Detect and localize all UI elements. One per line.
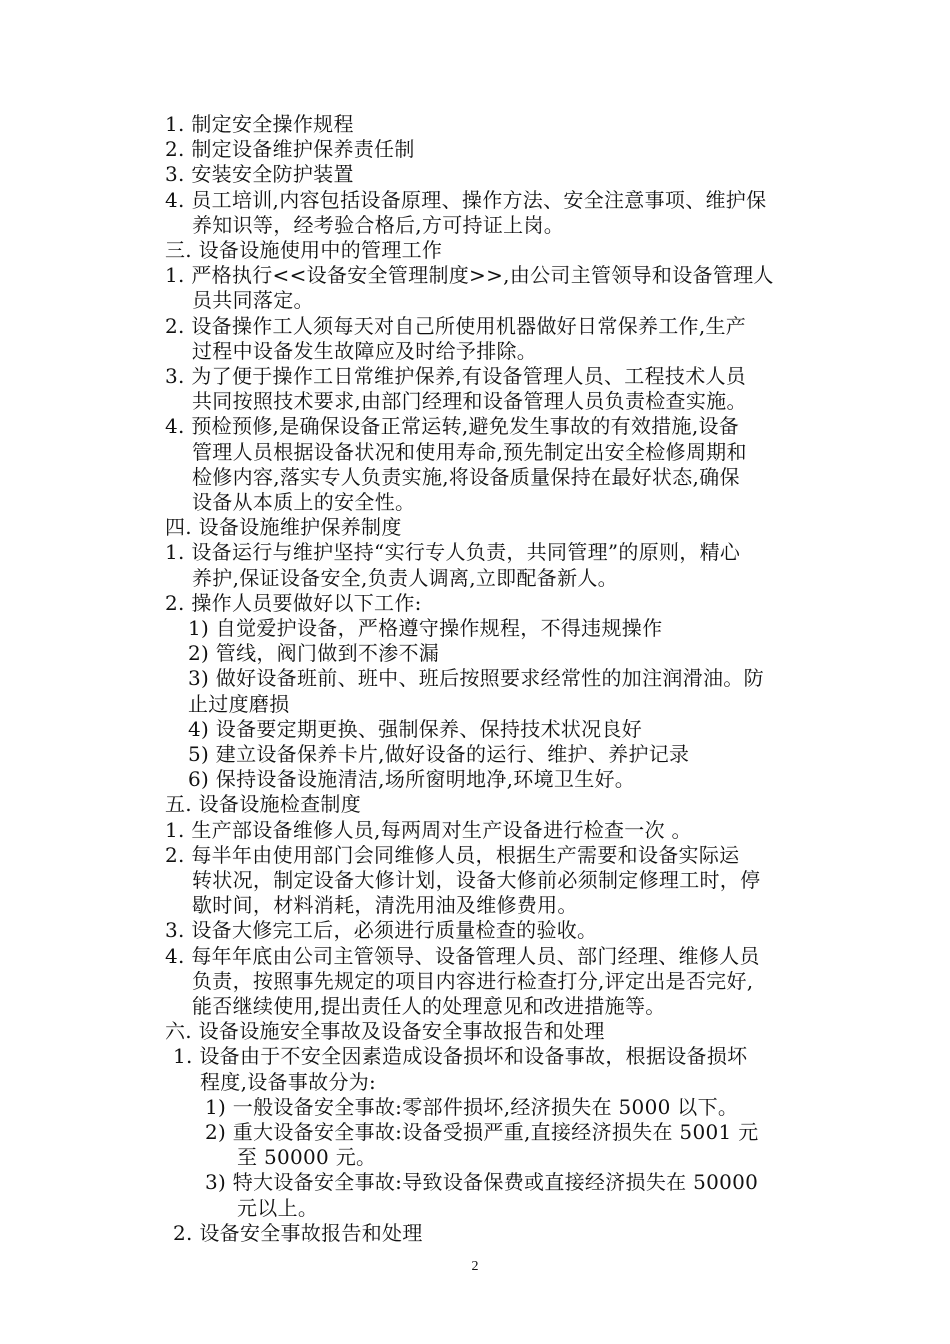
text-line: 2) 重大设备安全事故:设备受损严重,直接经济损失在 5001 元 [205, 1120, 759, 1144]
text-line: 检修内容,落实专人负责实施,将设备质量保持在最好状态,确保 [192, 464, 740, 489]
text-line: 2. 每半年由使用部门会同维修人员，根据生产需要和设备实际运 [165, 842, 740, 867]
text-line: 3. 为了便于操作工日常维护保养,有设备管理人员、工程技术人员 [165, 364, 747, 388]
text-line: 转状况，制定设备大修计划，设备大修前必须制定修理工时，停 [192, 868, 761, 892]
text-line: 2. 设备安全事故报告和处理 [173, 1220, 423, 1245]
text-line: 员共同落定。 [192, 288, 314, 313]
text-line: 2. 制定设备维护保养责任制 [165, 137, 415, 162]
page-number: 2 [471, 1259, 479, 1274]
text-line: 5) 建立设备保养卡片,做好设备的运行、维护、养护记录 [188, 742, 690, 766]
text-line: 3) 特大设备安全事故:导致设备保费或直接经济损失在 50000 [205, 1170, 759, 1195]
text-line: 1. 生产部设备维修人员,每两周对生产设备进行检查一次 。 [165, 817, 692, 842]
text-line: 1) 一般设备安全事故:零部件损坏,经济损失在 5000 以下。 [205, 1094, 739, 1119]
text-line: 设备从本质上的安全性。 [192, 490, 416, 514]
text-line: 3. 安装安全防护装置 [165, 162, 354, 187]
text-line: 能否继续使用,提出责任人的处理意见和改进措施等。 [192, 994, 666, 1018]
text-line: 4. 员工培训,内容包括设备原理、操作方法、安全注意事项、维护保 [165, 187, 767, 212]
text-line: 3. 设备大修完工后，必须进行质量检查的验收。 [165, 918, 598, 943]
text-line: 1. 制定安全操作规程 [165, 112, 354, 136]
text-line: 1. 严格执行<<设备安全管理制度>>,由公司主管领导和设备管理人 [165, 263, 774, 288]
text-line: 过程中设备发生故障应及时给予排除。 [192, 338, 538, 363]
text-line: 养护,保证设备安全,负责人调离,立即配备新人。 [192, 565, 618, 590]
section-heading: 六. 设备设施安全事故及设备安全事故报告和处理 [165, 1019, 605, 1044]
text-line: 1. 设备由于不安全因素造成设备损坏和设备事故，根据设备损坏 [173, 1044, 748, 1069]
text-line: 共同按照技术要求,由部门经理和设备管理人员负责检查实施。 [192, 389, 747, 414]
text-line: 2. 操作人员要做好以下工作: [165, 590, 422, 615]
text-line: 管理人员根据设备状况和使用寿命,预先制定出安全检修周期和 [192, 439, 747, 464]
text-line: 2) 管线，阀门做到不渗不漏 [188, 641, 440, 666]
text-line: 至 50000 元。 [237, 1145, 377, 1170]
text-line: 1. 设备运行与维护坚持“实行专人负责，共同管理”的原则，精心 [165, 540, 741, 565]
text-line: 止过度磨损 [188, 691, 290, 716]
text-line: 3) 做好设备班前、班中、班后按照要求经常性的加注润滑油。防 [188, 666, 764, 691]
text-line: 程度,设备事故分为: [200, 1069, 377, 1094]
text-line: 歇时间，材料消耗，清洗用油及维修费用。 [192, 893, 578, 918]
text-line: 养知识等，经考验合格后,方可持证上岗。 [192, 212, 565, 237]
text-line: 1) 自觉爱护设备，严格遵守操作规程，不得违规操作 [188, 616, 663, 640]
text-line: 元以上。 [237, 1195, 319, 1220]
text-line: 2. 设备操作工人须每天对自己所使用机器做好日常保养工作,生产 [165, 313, 747, 338]
text-line: 负责，按照事先规定的项目内容进行检查打分,评定出是否完好, [192, 968, 754, 993]
section-heading: 四. 设备设施维护保养制度 [165, 515, 402, 540]
text-line: 6) 保持设备设施清洁,场所窗明地净,环境卫生好。 [188, 767, 636, 792]
text-line: 4. 每年年底由公司主管领导、设备管理人员、部门经理、维修人员 [165, 943, 760, 968]
section-heading: 三. 设备设施使用中的管理工作 [165, 238, 443, 262]
section-heading: 五. 设备设施检查制度 [165, 792, 362, 817]
text-line: 4. 预检预修,是确保设备正常运转,避免发生事故的有效措施,设备 [165, 414, 740, 439]
text-line: 4) 设备要定期更换、强制保养、保持技术状况良好 [188, 716, 643, 741]
